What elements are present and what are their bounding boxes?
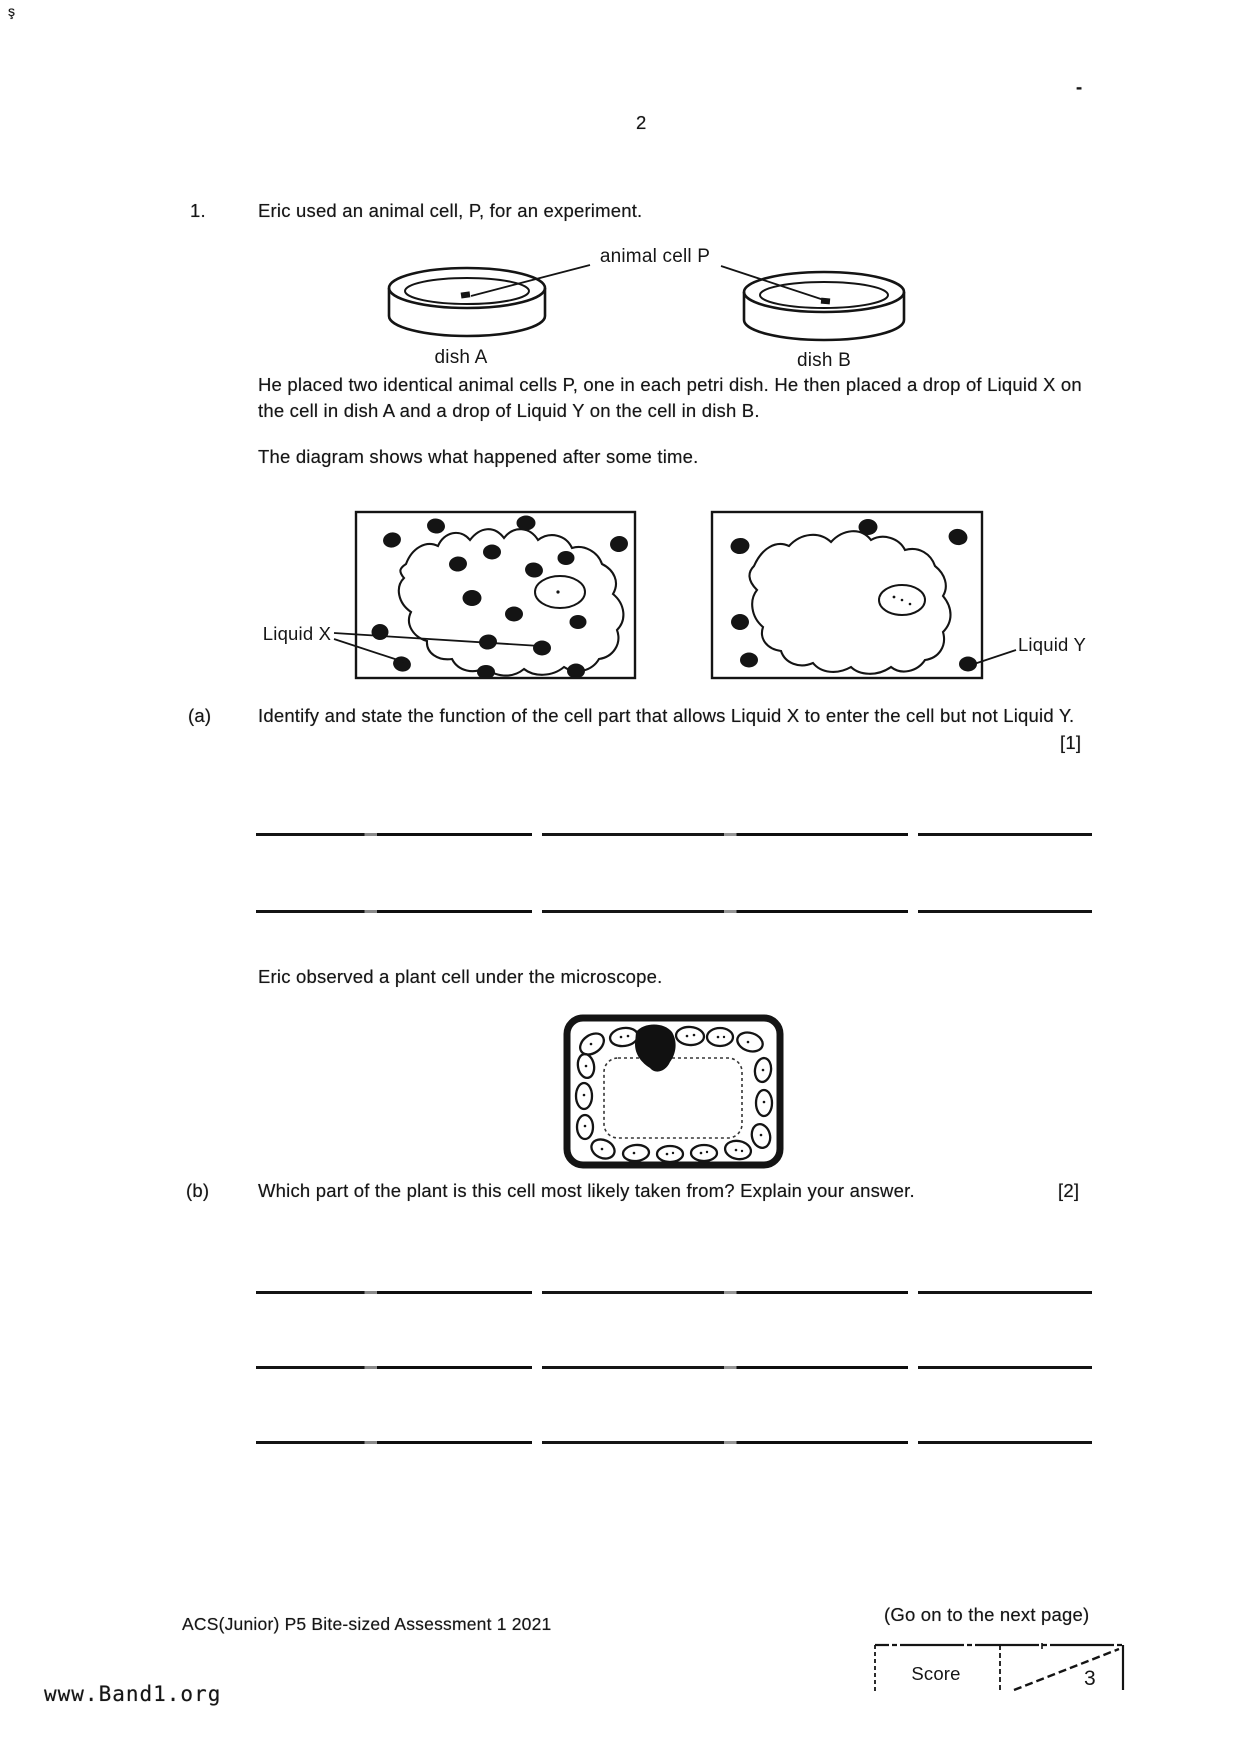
- question-number: 1.: [190, 200, 206, 221]
- score-box: [872, 1640, 1130, 1702]
- scan-stray-dash: -: [1076, 76, 1083, 97]
- dish-b-label: dish B: [796, 350, 852, 371]
- plant-cell-diagram: [558, 1010, 793, 1174]
- watermark-site: www.Band1.org: [44, 1682, 222, 1706]
- cell-p-in-dish-b: [821, 298, 830, 305]
- answer-line: [256, 1366, 1092, 1369]
- score-label: Score: [911, 1663, 961, 1684]
- osmosis-result-diagram: [230, 500, 1100, 710]
- page-number: 2: [636, 112, 647, 133]
- petri-dish-diagram: [340, 236, 965, 372]
- cell-p-in-dish-a: [461, 291, 471, 298]
- part-a-marks: [1]: [1060, 732, 1082, 753]
- nucleus-left: [535, 576, 585, 608]
- animal-cell-p-label: animal cell P: [599, 246, 711, 267]
- answer-line: [256, 1441, 1092, 1444]
- liquid-x-particles-inside: [448, 545, 586, 656]
- part-b-label: (b): [186, 1180, 210, 1201]
- answer-line: [256, 1291, 1092, 1294]
- question-intro: Eric used an animal cell, P, for an experiment.: [258, 200, 643, 221]
- part-a-question: Identify and state the function of the cell part that allows Liquid X to enter the cell but not Liquid Y.: [258, 705, 1075, 726]
- score-value: 3: [1084, 1667, 1096, 1690]
- footer-doc-ref: ACS(Junior) P5 Bite-sized Assessment 1 2021: [182, 1614, 552, 1634]
- nucleolus-left: [556, 590, 559, 593]
- liquid-y-particles-outside: [729, 519, 977, 672]
- liquid-y-leader-line: [971, 650, 1016, 665]
- part-b-question: Which part of the plant is this cell most likely taken from? Explain your answer.: [258, 1180, 915, 1201]
- answer-line: [256, 910, 1092, 913]
- dish-a-label: dish A: [434, 347, 488, 368]
- part-a-label: (a): [188, 705, 212, 726]
- cell-outline-right: [749, 531, 950, 674]
- part-b-marks: [2]: [1058, 1180, 1080, 1201]
- petri-dish-a: [389, 268, 545, 336]
- vacuole-boundary: [604, 1058, 742, 1138]
- scan-corner-mark: ş: [8, 3, 16, 19]
- nucleus-dark: [635, 1025, 676, 1072]
- answer-line: [256, 833, 1092, 836]
- liquid-y-label: Liquid Y: [1017, 634, 1087, 655]
- cell-outline-left: [399, 529, 624, 675]
- liquid-x-particles-outside: [372, 516, 630, 680]
- experiment-description: He placed two identical animal cells P, one in each petri dish. He then placed a drop of Liquid X on the cell in dish A and a drop of Liquid Y on the cell in dish B.: [258, 374, 1082, 421]
- observation-text: Eric observed a plant cell under the microscope.: [258, 966, 663, 987]
- footer-next-page-note: (Go on to the next page): [884, 1604, 1090, 1625]
- score-diagonal-line: [1014, 1649, 1119, 1690]
- nucleus-right-speckles: [893, 596, 912, 606]
- diagram-caption: The diagram shows what happened after some time.: [258, 446, 699, 467]
- liquid-x-label: Liquid X: [262, 623, 332, 644]
